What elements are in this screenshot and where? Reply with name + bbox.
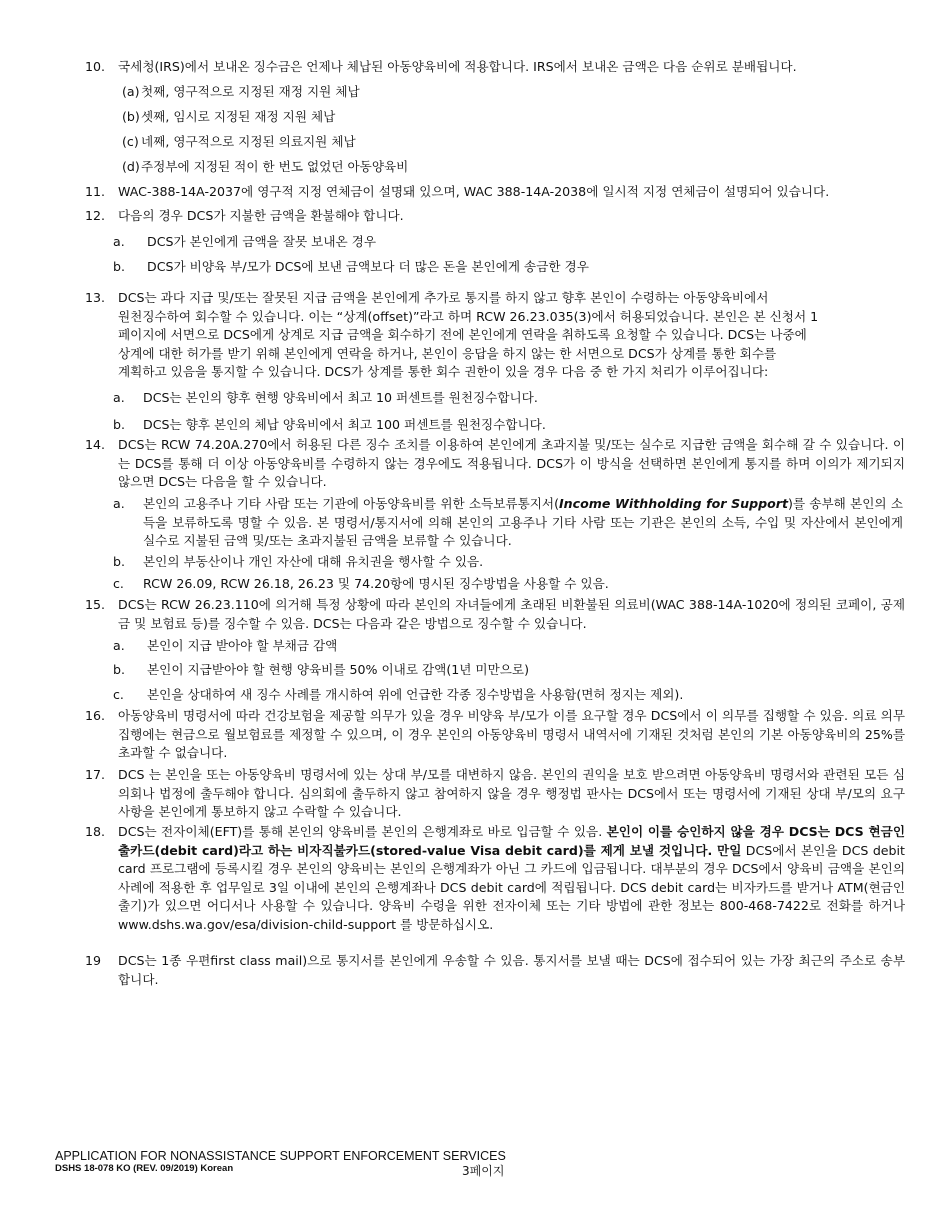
item-number: 15. [85, 597, 106, 612]
item-text: 국세청(IRS)에서 보내온 징수금은 언제나 체납된 아동양육비에 적용합니다. IRS에서 보내온 금액은 다음 순위로 분배됩니다. [118, 59, 797, 74]
sub-item [113, 553, 903, 572]
item-17 [85, 766, 905, 822]
item-text: 아동양육비 명령서에 따라 건강보험을 제공할 의무가 있을 경우 비양육 부/모가 이를 요구할 경우 DCS에서 이 의무를 집행할 수 있음. 의료 의무 집행에는 현금으로 월보험료를 제정할 수 있으며, 이 경우 본인의 아동양육비 명령서 내역서에 기재된 것처럼 본인의 기본 아동양육비의 25%를 초과할 수 없습니다. [118, 708, 905, 760]
sub-item [122, 158, 912, 177]
text-line: 페이지에 서면으로 DCS에게 상계로 지급 금액을 회수하기 전에 본인에게 연락을 취하도록 요청할 수 있습니다. DCS는 나중에 [118, 327, 807, 342]
text-segment: DCS는 전자이체(EFT)를 통해 본인의 양육비를 본인의 은행계좌로 바로 입금할 수 있음. [118, 824, 607, 839]
sub-text: 네째, 영구적으로 지정된 의료지원 체납 [141, 134, 356, 149]
sub-text: DCS는 향후 본인의 체납 양육비에서 최고 100 퍼센트를 원천징수합니다. [143, 417, 546, 432]
footer-form-id: DSHS 18-078 KO (REV. 09/2019) Korean [55, 1163, 234, 1174]
item-19 [85, 952, 905, 989]
item-number: 14. [85, 437, 106, 452]
sub-label: (a) [122, 84, 140, 99]
sub-label: a. [113, 234, 125, 249]
footer-form-title: APPLICATION FOR NONASSISTANCE SUPPORT ENFORCEMENT SERVICES [55, 1149, 506, 1163]
sub-item [122, 108, 912, 127]
sub-item [113, 686, 903, 705]
sub-text: 주정부에 지정된 적이 한 번도 없었던 아동양육비 [141, 159, 409, 174]
sub-label: a. [113, 390, 125, 405]
sub-text [143, 495, 903, 551]
item-text: 다음의 경우 DCS가 지불한 금액을 환불해야 합니다. [118, 208, 404, 223]
item-10 [85, 58, 905, 77]
item-number: 12. [85, 208, 106, 223]
text-line: 원천징수하여 회수할 수 있습니다. 이는 “상계(offset)”라고 하며 RCW 26.23.035(3)에서 허용되었습니다. 본인은 본 신청서 1 [118, 308, 819, 324]
sub-label: c. [113, 687, 124, 702]
sub-label: a. [113, 638, 125, 653]
sub-label: a. [113, 496, 125, 511]
item-number: 18. [85, 824, 106, 839]
item-11 [85, 183, 905, 202]
text-segment: DCS에서 본인을 DCS debit card 프로그램에 등록시킬 경우 본인의 양육비는 본인의 은행계좌가 아닌 그 카드에 입금됩니다. 대부분의 경우 DCS에서 양육비 금액을 본인의 사례에 적용한 후 업무일로 3일 이내에 본인의 은행계좌나 DCS debit card에 적립됩니다. DCS debit card는 비자카드를 받거나 ATM(현금인출기)가 있으면 어디서나 사용할 수 있습니다. 양육비 수령을 위한 전자이체 또는 기타 방법에 관한 정보는 800-468-7422로 전화를 하거나 www.dshs.wa.gov/esa/division-child-support 를 방문하십시오. [118, 842, 905, 932]
text-line: 계획하고 있음을 통지할 수 있습니다. DCS가 상계를 통한 회수 권한이 있을 경우 다음 중 한 가지 처리가 이루어집니다: [118, 364, 769, 379]
item-15 [85, 596, 905, 633]
item-number: 19 [85, 953, 102, 968]
sub-item [122, 83, 912, 102]
sub-text: DCS가 본인에게 금액을 잘못 보내온 경우 [147, 234, 376, 249]
item-text [118, 823, 905, 934]
sub-text: 본인이 지급받아야 할 현행 양육비를 50% 이내로 감액(1년 미만으로) [147, 662, 529, 677]
sub-label: (d) [122, 159, 140, 174]
item-14 [85, 436, 905, 492]
item-text [118, 289, 905, 382]
item-text: DCS는 RCW 26.23.110에 의거해 특정 상황에 따라 본인의 자녀들에게 초래된 비환불된 의료비(WAC 388-14A-1020에 정의된 코페이, 공제금 및 보험료 등)를 징수할 수 있음. DCS는 다음과 같은 방법으로 징수할 수 있습니다. [118, 597, 905, 631]
sub-label: b. [113, 662, 125, 677]
sub-text: RCW 26.09, RCW 26.18, 26.23 및 74.20항에 명시된 징수방법을 사용할 수 있음. [143, 576, 609, 591]
item-number: 16. [85, 708, 106, 723]
item-16 [85, 707, 905, 763]
sub-label: b. [113, 259, 125, 274]
sub-item [122, 133, 912, 152]
item-18 [85, 823, 905, 934]
sub-label: (b) [122, 109, 140, 124]
sub-item [113, 637, 903, 656]
sub-item [113, 233, 903, 252]
text-segment: )를 송부해 본인의 소득을 보류하도록 명할 수 있음. 본 명령서/통지서에 의해 본인의 고용주나 기타 사람 또는 기관은 본인의 소득, 수입 및 자산에서 본인에게 실수로 지불된 금액 및/또는 초과지불된 금액을 보류할 수 있습니다. [143, 496, 903, 548]
sub-text: 첫째, 영구적으로 지정된 재정 지원 체납 [141, 84, 360, 99]
sub-item [113, 416, 903, 435]
item-text: DCS는 RCW 74.20A.270에서 허용된 다른 징수 조치를 이용하여 본인에게 초과지불 및/또는 실수로 지급한 금액을 회수해 갈 수 있습니다. 이는 DCS를 통해 더 이상 아동양육비를 수령하지 않는 경우에도 적용됩니다. DCS가 이 방식을 선택하면 본인에게 통지를 하며 이의가 제기되지 않으면 DCS는 다음을 할 수 있습니다. [118, 437, 905, 489]
item-number: 17. [85, 767, 106, 782]
sub-item [113, 661, 903, 680]
text-line: DCS는 과다 지급 및/또는 잘못된 지급 금액을 본인에게 추가로 통지를 하지 않고 향후 본인이 수령하는 아동양육비에서 [118, 290, 769, 305]
sub-item [113, 258, 903, 277]
bold-notice: 본인이 이를 승인하지 않을 경우 DCS는 DCS 현금인출카드(debit card)라고 하는 비자직불카드(stored-value Visa debit card)를 제게 보낼 것입니다. 만일 [118, 824, 905, 858]
text-line: 상계에 대한 허가를 받기 위해 본인에게 연락을 하거나, 본인이 응답을 하지 않는 한 서면으로 DCS가 상계를 통한 회수를 [118, 345, 777, 361]
item-12 [85, 207, 905, 226]
item-text: DCS는 1종 우편first class mail)으로 통지서를 본인에게 우송할 수 있음. 통지서를 보낼 때는 DCS에 접수되어 있는 가장 최근의 주소로 송부합니다. [118, 953, 905, 987]
sub-text: 본인을 상대하여 새 징수 사례를 개시하여 위에 언급한 각종 징수방법을 사용함(면허 정지는 제외). [147, 687, 684, 702]
sub-item [113, 389, 903, 408]
page-number: 3페이지 [462, 1164, 505, 1178]
text-segment: 본인의 고용주나 기타 사람 또는 기관에 아동양육비를 위한 소득보류통지서( [143, 496, 559, 511]
sub-label: c. [113, 576, 124, 591]
item-number: 13. [85, 290, 106, 305]
sub-text: 본인이 지급 받아야 할 부채금 감액 [147, 638, 338, 653]
sub-item [113, 495, 903, 551]
sub-label: b. [113, 554, 125, 569]
item-text: WAC-388-14A-2037에 영구적 지정 연체금이 설명돼 있으며, WAC 388-14A-2038에 일시적 지정 연체금이 설명되어 있습니다. [118, 184, 830, 199]
item-text: DCS 는 본인을 또는 아동양육비 명령서에 있는 상대 부/모를 대변하지 않음. 본인의 권익을 보호 받으려면 아동양육비 명령서와 관련된 모든 심의회나 법정에 출두해야 합니다. 심의회에 출두하지 않고 참여하지 않을 경우 행정법 판사는 DCS에서 또는 명령서에 기재된 상대 부/모의 요구사항을 본인에게 통보하지 않고 수락할 수 있습니다. [118, 767, 905, 819]
item-number: 11. [85, 184, 106, 199]
item-13 [85, 289, 905, 382]
sub-label: (c) [122, 134, 139, 149]
sub-text: 본인의 부동산이나 개인 자산에 대해 유치권을 행사할 수 있음. [143, 554, 484, 569]
sub-text: DCS가 비양육 부/모가 DCS에 보낸 금액보다 더 많은 돈을 본인에게 송금한 경우 [147, 259, 589, 274]
form-title-emphasis: Income Withholding for Support [558, 496, 789, 511]
sub-text: 셋째, 임시로 지정된 재정 지원 체납 [141, 109, 336, 124]
sub-item [113, 575, 903, 594]
sub-label: b. [113, 417, 125, 432]
item-number: 10. [85, 59, 106, 74]
sub-text: DCS는 본인의 향후 현행 양육비에서 최고 10 퍼센트를 원천징수합니다. [143, 390, 538, 405]
